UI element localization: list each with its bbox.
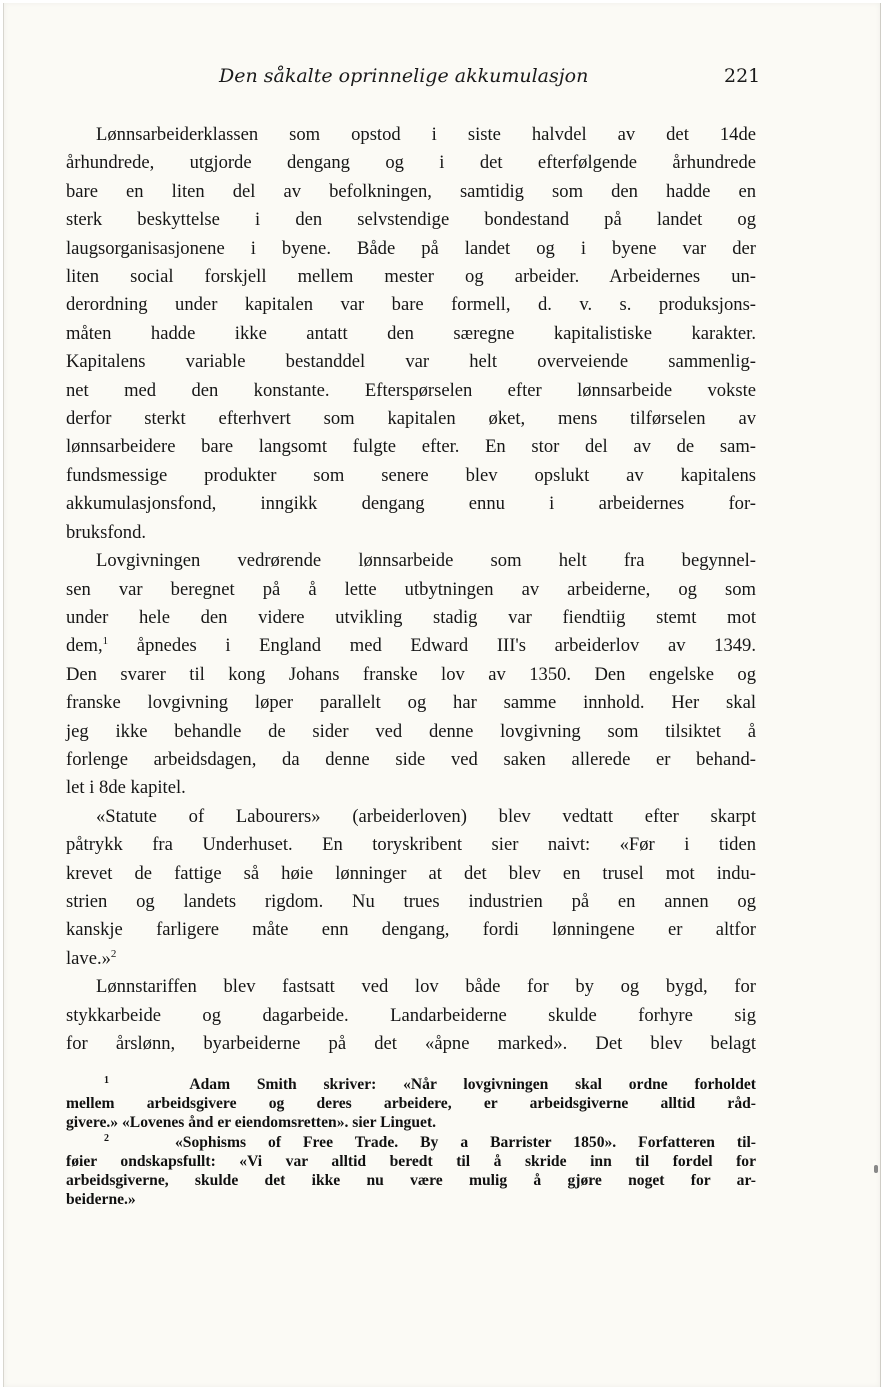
text-line: under hele den videre utvikling stadig var fiendtiig stemt mot [66,606,756,628]
footnote-line: mellem arbeidsgivere og deres arbeidere, er arbeidsgiverne alltid råd- [66,1095,756,1113]
scan-edge-mark [874,1165,878,1173]
text-line: laugsorganisasjonene i byene. Både på landet og i byene var der [66,237,756,259]
text-line: Kapitalens variable bestanddel var helt overveiende sammenlig- [66,351,756,373]
paragraph-4 [66,973,756,1058]
footnote-line: føier ondskapsfullt: «Vi var alltid beredt til å skride inn til fordel for [66,1152,756,1170]
text-line: sterk beskyttelse i den selvstendige bondestand på landet og [66,209,756,231]
footnote-1 [66,1075,756,1133]
text-line: bruksfond. [66,521,147,543]
text-line: franske lovgivning løper parallelt og har samme innhold. Her skal [66,692,756,714]
book-page [3,3,881,1387]
text-line: let i 8de kapitel. [66,777,186,799]
text-line-with-footnote [66,632,756,660]
text-line: Lovgivningen vedrørende lønnsarbeide som helt fra begynnel- [96,550,756,572]
paragraph-2 [66,547,756,803]
text-line: derfor sterkt efterhvert som kapitalen øket, mens tilførselen av [66,408,756,430]
footnote-2 [66,1133,756,1210]
text-line-with-footnote [66,945,756,973]
text-line: bare en liten del av befolkningen, samtidig som den hadde en [66,180,756,202]
footnote-line: arbeidsgiverne, skulde det ikke nu være mulig å gjøre noget for ar- [66,1172,756,1190]
text-line: forlenge arbeidsdagen, da denne side ved saken allerede er behand- [66,748,756,770]
text-line: akkumulasjonsfond, inngikk dengang ennu i arbeidernes for- [66,493,756,515]
text-line: derordning under kapitalen var bare formell, d. v. s. produksjons- [66,294,756,316]
footnote-line: beiderne.» [66,1191,136,1209]
footnote-mark: 1 [104,1074,109,1086]
footnote-line [66,1075,756,1094]
text-line: krevet de fattige så høie lønninger at det blev en trusel mot indu- [66,862,756,884]
body-text [66,121,756,1058]
footnote-mark: 2 [104,1132,109,1144]
text-line: fundsmessige produkter som senere blev opslukt av kapitalens [66,464,756,486]
text-line: kanskje farligere måte enn dengang, fordi lønningene er altfor [66,919,756,941]
text-line: måten hadde ikke antatt den særegne kapitalistiske karakter. [66,322,756,344]
text-line: Den svarer til kong Johans franske lov av 1350. Den engelske og [66,663,756,685]
text-line: århundrede, utgjorde dengang og i det efterfølgende århundrede [66,152,756,174]
footnote-reference-2[interactable]: 2 [110,947,117,960]
text-line: «Statute of Labourers» (arbeiderloven) blev vedtatt efter skarpt [96,805,756,827]
paragraph-3 [66,803,756,973]
page-number: 221 [724,65,761,87]
text-line: påtrykk fra Underhuset. En toryskribent sier naivt: «Før i tiden [66,834,756,856]
text-line: stykkarbeide og dagarbeide. Landarbeiderne skulde forhyre sig [66,1004,756,1026]
text-line: for årslønn, byarbeiderne på det «åpne marked». Det blev belagt [66,1033,756,1054]
text-line: lønnsarbeidere bare langsomt fulgte efter. En stor del av de sam- [66,436,756,458]
footnotes [66,1075,756,1209]
text-line: jeg ikke behandle de sider ved denne lovgivning som tilsiktet å [66,720,756,742]
paragraph-1 [66,121,756,547]
text-fragment: åpnedes i England med Edward III's arbeiderlov av 1349. [108,635,756,657]
footnote-line: givere.» «Lovenes ånd er eiendomsretten». sier Linguet. [66,1114,437,1132]
text-line: Lønnstariffen blev fastsatt ved lov både for by og bygd, for [96,976,756,998]
footnote-line [66,1133,756,1152]
footnote-reference-1[interactable]: 1 [102,635,109,648]
text-line: liten social forskjell mellem mester og arbeider. Arbeidernes un- [66,266,756,288]
footnote-text: «Sophisms of Free Trade. By a Barrister 1850». Forfatteren til- [174,1133,756,1151]
text-line: strien og landets rigdom. Nu trues industrien på en annen og [66,890,756,912]
text-fragment: dem, [66,635,103,657]
text-line: sen var beregnet på å lette utbytningen av arbeiderne, og som [66,578,756,600]
text-fragment: lave.» [66,947,111,969]
footnote-text: Adam Smith skriver: «Når lovgivningen skal ordne forholdet [189,1076,756,1093]
text-line: Lønnsarbeiderklassen som opstod i siste halvdel av det 14de [96,124,756,145]
text-line: net med den konstante. Efterspørselen efter lønnsarbeide vokste [66,379,756,401]
running-head-title: Den såkalte oprinnelige akkumulasjon [219,65,589,87]
